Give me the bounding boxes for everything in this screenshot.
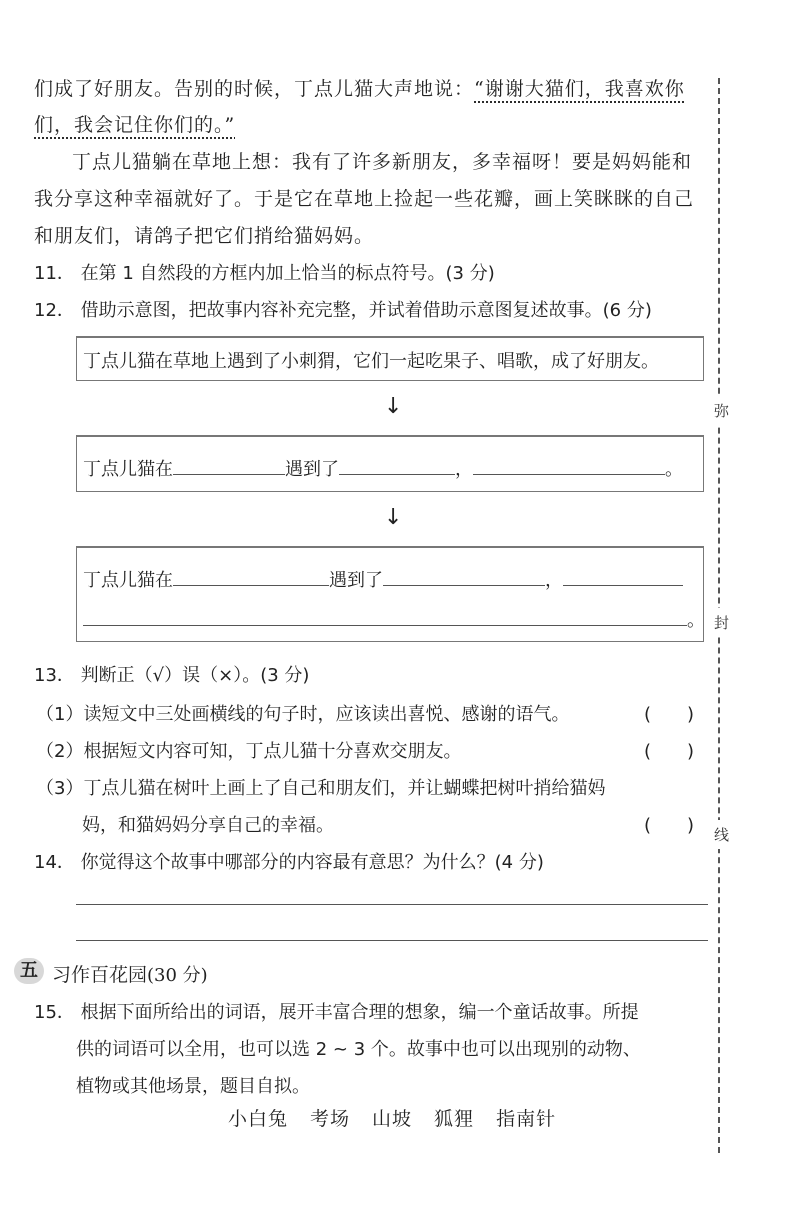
question-12: [34, 296, 652, 322]
judge-item-1: [36, 700, 569, 726]
question-14-text: 你觉得这个故事中哪部分的内容最有意思？为什么？(4 分): [80, 852, 544, 873]
question-12-text: 借助示意图，把故事内容补充完整，并试着借助示意图复述故事。(6 分): [80, 300, 652, 321]
story-line-4: 我分享这种幸福就好了。于是它在草地上捡起一些花瓣，画上笑眯眯的自己: [34, 188, 695, 210]
word-item: 指南针: [496, 1108, 557, 1130]
diagram-box-1-text: 丁点儿猫在草地上遇到了小刺猬，它们一起吃果子、唱歌，成了好朋友。: [83, 351, 659, 372]
story-line-3: 丁点儿猫躺在草地上想：我有了许多新朋友，多幸福呀！要是妈妈能和: [72, 151, 693, 173]
story-underlined-sentence: “谢谢大猫们，我喜欢你: [474, 78, 685, 100]
diagram-box-2-content: [83, 455, 683, 481]
section-title-text: 习作百花园: [52, 964, 148, 986]
judge-item-2-text: 根据短文内容可知，丁点儿猫十分喜欢交朋友。: [83, 741, 462, 762]
question-15-text-2: 供的词语可以全用，也可以选 2 ~ 3 个。故事中也可以出现别的动物、: [76, 1039, 641, 1060]
question-11: [34, 259, 495, 285]
question-15-text-3: 植物或其他场景，题目自拟。: [76, 1076, 310, 1097]
blank-event-3b[interactable]: [83, 608, 687, 626]
section-title: [52, 960, 208, 987]
diagram-box-3-label-a: 丁点儿猫在: [83, 570, 173, 591]
question-14-number: 14．: [34, 852, 75, 873]
question-14: [34, 848, 544, 874]
section-badge: 五: [14, 958, 44, 984]
diagram-box-2-period: 。: [665, 459, 683, 480]
diagram-box-2-comma: ，: [455, 459, 473, 480]
binding-label-xian: 线: [714, 820, 729, 849]
question-15-text-1: 根据下面所给出的词语，展开丰富合理的想象，编一个童话故事。所提: [80, 1002, 639, 1023]
judge-item-1-text: 读短文中三处画横线的句子时，应该读出喜悦、感谢的语气。: [83, 704, 570, 725]
question-13-text: 判断正（√）误（×）。(3 分): [80, 665, 310, 686]
diagram-box-3-label-b: 遇到了: [329, 570, 383, 591]
diagram-box-3-line2: [83, 606, 705, 632]
down-arrow-icon: ↓: [384, 394, 403, 419]
judge-item-3: [36, 774, 605, 800]
diagram-box-3[interactable]: [76, 546, 704, 642]
question-12-number: 12．: [34, 300, 75, 321]
story-line-2: [34, 110, 235, 137]
story-underlined-sentence-end: 们，我会记住你们的。”: [34, 114, 236, 136]
judge-item-2: [36, 737, 461, 763]
blank-animal-3[interactable]: [383, 568, 545, 586]
word-list: [228, 1104, 578, 1131]
section-score: (30 分): [147, 965, 208, 986]
question-11-number: 11．: [34, 263, 75, 284]
story-line-5: 和朋友们，请鸽子把它们捎给猫妈妈。: [34, 225, 375, 247]
question-13-number: 13．: [34, 665, 75, 686]
diagram-box-2-label-a: 丁点儿猫在: [83, 459, 173, 480]
word-item: 小白兔: [228, 1108, 289, 1130]
diagram-box-3-content: [83, 566, 683, 592]
judge-item-3-cont: 妈，和猫妈妈分享自己的幸福。: [82, 815, 334, 836]
judge-answer-1[interactable]: ( ): [644, 704, 695, 725]
question-15-number: 15．: [34, 1002, 75, 1023]
story-line-1-text: 们成了好朋友。告别的时候，丁点儿猫大声地说：: [34, 78, 475, 100]
story-line-1: [34, 74, 685, 101]
judge-item-3-label: （3）: [36, 778, 84, 799]
answer-line-1[interactable]: [76, 904, 708, 905]
word-item: 山坡: [372, 1108, 413, 1130]
question-11-text: 在第 1 自然段的方框内加上恰当的标点符号。(3 分): [80, 263, 495, 284]
judge-answer-3[interactable]: ( ): [644, 815, 695, 836]
diagram-box-2-label-b: 遇到了: [285, 459, 339, 480]
judge-item-2-label: （2）: [36, 741, 84, 762]
diagram-box-1: [76, 336, 704, 381]
question-15: [34, 998, 639, 1024]
binding-label-feng: 封: [714, 608, 729, 637]
word-item: 狐狸: [434, 1108, 475, 1130]
judge-item-3-text: 丁点儿猫在树叶上画上了自己和朋友们，并让蝴蝶把树叶捎给猫妈: [83, 778, 606, 799]
diagram-box-3-period: 。: [687, 610, 705, 631]
blank-place-2[interactable]: [173, 457, 285, 475]
judge-answer-2[interactable]: ( ): [644, 741, 695, 762]
answer-line-2[interactable]: [76, 940, 708, 941]
question-13: [34, 661, 309, 687]
blank-event-3a[interactable]: [563, 568, 683, 586]
binding-label-mi: 弥: [714, 396, 729, 425]
blank-event-2[interactable]: [473, 457, 665, 475]
down-arrow-icon: ↓: [384, 505, 403, 530]
blank-animal-2[interactable]: [339, 457, 455, 475]
judge-item-1-label: （1）: [36, 704, 84, 725]
blank-place-3[interactable]: [173, 568, 329, 586]
diagram-box-3-comma: ，: [545, 570, 563, 591]
diagram-box-2[interactable]: [76, 435, 704, 492]
word-item: 考场: [310, 1108, 351, 1130]
